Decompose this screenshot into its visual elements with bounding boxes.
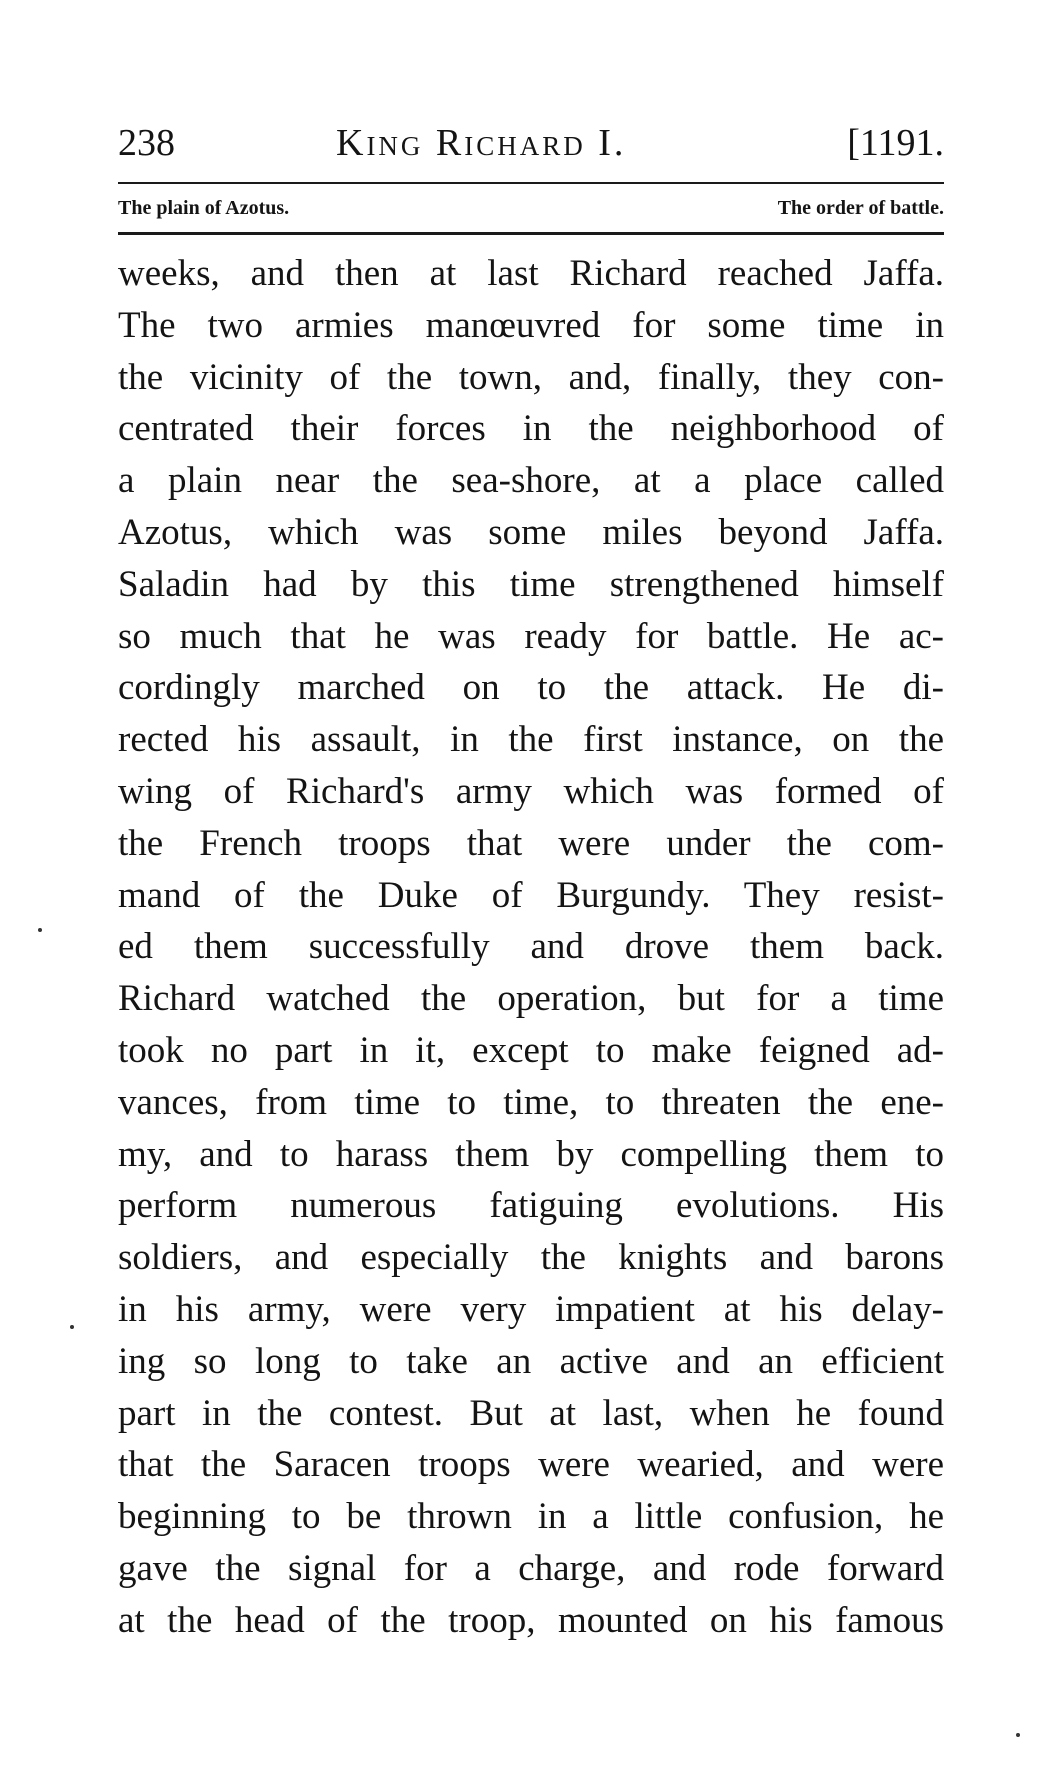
running-head (118, 118, 944, 168)
running-title: King Richard I. (336, 122, 627, 164)
text-line: took no part in it, except to make feigned ad- (118, 1029, 944, 1071)
header-rule-top (118, 182, 944, 184)
text-line: gave the signal for a charge, and rode forward (118, 1547, 944, 1589)
text-line: part in the contest. But at last, when he found (118, 1392, 944, 1434)
text-line: a plain near the sea-shore, at a place called (118, 460, 944, 502)
text-line: vances, from time to time, to threaten the ene- (118, 1081, 944, 1123)
text-line: wing of Richard's army which was formed of (118, 770, 944, 812)
side-heading-left: The plain of Azotus. (118, 197, 290, 219)
text-line: ing so long to take an active and an efficient (118, 1340, 944, 1382)
side-heading-right: The order of battle. (777, 197, 944, 219)
text-line: beginning to be thrown in a little confusion, he (118, 1496, 944, 1538)
text-line: ed them successfully and drove them back. (118, 926, 944, 968)
page-number: 238 (118, 122, 175, 164)
text-line: the French troops that were under the com- (118, 822, 944, 864)
text-line: weeks, and then at last Richard reached Jaffa. (118, 253, 944, 294)
text-line: the vicinity of the town, and, finally, they con- (118, 356, 944, 398)
text-line: soldiers, and especially the knights and barons (118, 1237, 944, 1279)
text-line: rected his assault, in the first instance, on the (118, 719, 944, 761)
text-line: mand of the Duke of Burgundy. They resist- (118, 874, 944, 916)
text-line: The two armies manœuvred for some time in (118, 304, 944, 346)
running-year: [1191. (847, 122, 944, 164)
text-line: Richard watched the operation, but for a time (118, 978, 944, 1020)
text-line: in his army, were very impatient at his delay- (118, 1288, 944, 1330)
ink-speck (38, 928, 42, 932)
text-line: that the Saracen troops were wearied, and were (118, 1444, 944, 1486)
body-text (118, 248, 944, 1647)
text-line: at the head of the troop, mounted on his famous (118, 1599, 944, 1641)
ink-speck (70, 1325, 74, 1329)
text-line: cordingly marched on to the attack. He di- (118, 667, 944, 709)
header-rule-bottom (118, 232, 944, 235)
text-line: Saladin had by this time strengthened himself (118, 563, 944, 605)
text-line: Azotus, which was some miles beyond Jaffa. (118, 511, 944, 553)
ink-speck (1016, 1733, 1020, 1737)
text-line: my, and to harass them by compelling them to (118, 1133, 944, 1175)
side-headings (118, 190, 944, 226)
text-line: centrated their forces in the neighborhood of (118, 408, 944, 450)
text-line: perform numerous fatiguing evolutions. His (118, 1185, 944, 1227)
text-line: so much that he was ready for battle. He ac- (118, 615, 944, 657)
